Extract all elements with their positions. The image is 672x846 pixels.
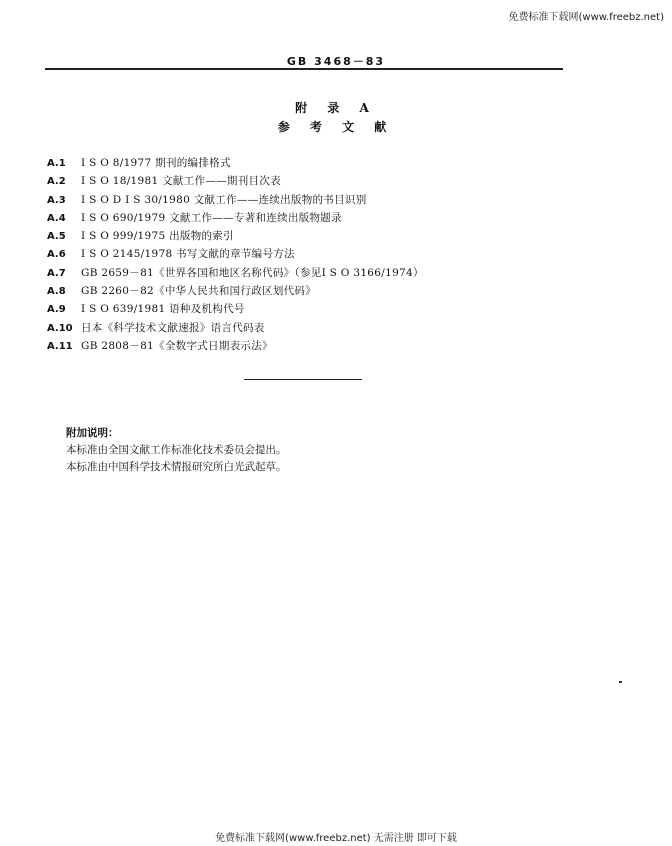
reference-item (47, 192, 567, 210)
section-divider (244, 379, 362, 380)
reference-item (47, 173, 567, 191)
reference-number: A.7 (47, 267, 66, 279)
reference-item (47, 155, 567, 173)
reference-number: A.11 (47, 340, 73, 352)
reference-text: I S O 690/1979 文献工作——专著和连续出版物题录 (81, 211, 342, 224)
appendix-title: 附 录 A (295, 101, 377, 115)
reference-number: A.6 (47, 249, 66, 261)
reference-number: A.5 (47, 231, 66, 243)
reference-number: A.4 (47, 212, 66, 224)
reference-text: I S O D I S 30/1980 文献工作——连续出版物的书目识别 (81, 193, 367, 206)
reference-number: A.1 (47, 158, 66, 169)
reference-number: A.9 (47, 304, 66, 316)
reference-text: I S O 8/1977 期刊的编排格式 (81, 157, 231, 169)
reference-text: GB 2659－81《世界各国和地区名称代码》（参见I S O 3166/1974） (81, 266, 424, 279)
reference-text: I S O 2145/1978 书写文献的章节编号方法 (81, 248, 295, 261)
appendix-subtitle: 参 考 文 献 (277, 120, 395, 134)
reference-list (47, 155, 567, 356)
reference-item (47, 210, 567, 228)
reference-number: A.3 (47, 194, 66, 206)
reference-text: I S O 639/1981 语种及机构代号 (81, 303, 245, 316)
reference-item (47, 338, 567, 356)
reference-number: A.8 (47, 286, 66, 298)
reference-item (47, 228, 567, 246)
reference-number: A.2 (47, 176, 66, 188)
notes-title: 附加说明： (66, 427, 119, 439)
reference-item (47, 246, 567, 264)
watermark-bottom: 免费标准下载网(www.freebz.net) 无需注册 即可下载 (215, 833, 457, 844)
reference-item (47, 265, 567, 283)
reference-item (47, 301, 567, 319)
reference-item (47, 320, 567, 338)
additional-notes (66, 425, 287, 476)
scan-speck (619, 681, 622, 683)
standard-header: GB 3468－83 (286, 55, 386, 68)
watermark-top: 免费标准下载网(www.freebz.net) (508, 12, 664, 23)
note-line: 本标准由全国文献工作标准化技术委员会提出。 (66, 444, 287, 456)
reference-text: GB 2808－81《全数字式日期表示法》 (81, 339, 273, 352)
reference-number: A.10 (47, 322, 73, 334)
reference-text: I S O 18/1981 文献工作——期刊目次表 (81, 175, 281, 188)
reference-text: I S O 999/1975 出版物的索引 (81, 230, 234, 243)
reference-text: GB 2260－82《中华人民共和国行政区划代码》 (81, 285, 317, 298)
reference-text: 日本《科学技术文献速报》语言代码表 (81, 321, 265, 334)
header-rule (45, 68, 563, 70)
note-line: 本标准由中国科学技术情报研究所白光武起草。 (66, 461, 287, 473)
reference-item (47, 283, 567, 301)
